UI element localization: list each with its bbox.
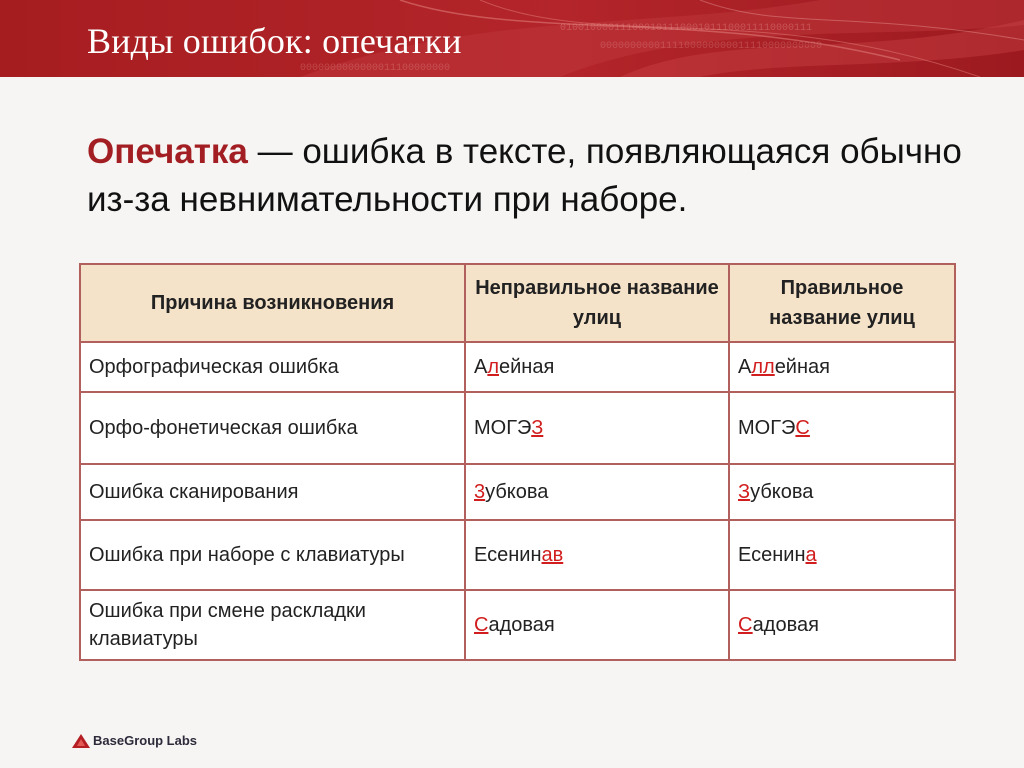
typo-highlight: З xyxy=(531,417,544,439)
cause-cell: Ошибка при смене раскладки клавиатуры xyxy=(80,590,465,660)
correct-name-cell: МОГЭС xyxy=(729,392,955,464)
table-row xyxy=(80,342,955,392)
typo-highlight: ав xyxy=(541,544,564,566)
cause-cell: Ошибка сканирования xyxy=(80,464,465,520)
cause-cell: Орфо-фонетическая ошибка xyxy=(80,392,465,464)
correct-name-cell: Есенина xyxy=(729,520,955,590)
correct-name-cell: Садовая xyxy=(729,590,955,660)
wrong-name-cell: МОГЭЗ xyxy=(465,392,729,464)
basegroup-logo xyxy=(72,733,197,748)
fix-highlight: З xyxy=(738,481,751,503)
svg-text:000000000011110000000001111000: 0000000000111100000000011110000000000 xyxy=(600,41,823,52)
header-cause: Причина возникновения xyxy=(80,264,465,342)
fix-highlight: С xyxy=(738,614,753,636)
svg-text:010010000111000101110001011100: 010010000111000101110001011100011110000111 xyxy=(560,23,813,34)
basegroup-triangle-logo-icon xyxy=(72,734,90,748)
wrong-name-cell: Алейная xyxy=(465,342,729,392)
correct-name-cell: Аллейная xyxy=(729,342,955,392)
svg-text:0000000000000011100000000: 0000000000000011100000000 xyxy=(300,63,451,74)
table-row xyxy=(80,464,955,520)
typo-highlight: л xyxy=(487,356,500,378)
correct-name-cell: Зубкова xyxy=(729,464,955,520)
fix-highlight: С xyxy=(795,417,810,439)
cause-cell: Орфографическая ошибка xyxy=(80,342,465,392)
definition-text xyxy=(87,128,967,224)
fix-highlight: а xyxy=(805,544,817,566)
cause-cell: Ошибка при наборе с клавиатуры xyxy=(80,520,465,590)
definition-term: Опечатка xyxy=(87,132,248,171)
header-wrong-name: Неправильное название улиц xyxy=(465,264,729,342)
table-row xyxy=(80,520,955,590)
wrong-name-cell: Есенинав xyxy=(465,520,729,590)
fix-highlight: лл xyxy=(751,356,775,378)
slide-title: Виды ошибок: опечатки xyxy=(87,21,462,61)
table-row xyxy=(80,392,955,464)
wrong-name-cell: Cадовая xyxy=(465,590,729,660)
logo-text: BaseGroup Labs xyxy=(93,733,198,748)
typo-table xyxy=(79,263,956,661)
header-banner xyxy=(0,0,1024,77)
table-row xyxy=(80,590,955,660)
typo-highlight: C xyxy=(474,614,489,636)
wrong-name-cell: 3убкова xyxy=(465,464,729,520)
table-header-row xyxy=(80,264,955,342)
definition-body: — ошибка в тексте, появляющаяся обычно из-за невнимательности при наборе. xyxy=(87,132,962,219)
typo-highlight: 3 xyxy=(474,481,486,503)
header-correct-name: Правильное название улиц xyxy=(729,264,955,342)
